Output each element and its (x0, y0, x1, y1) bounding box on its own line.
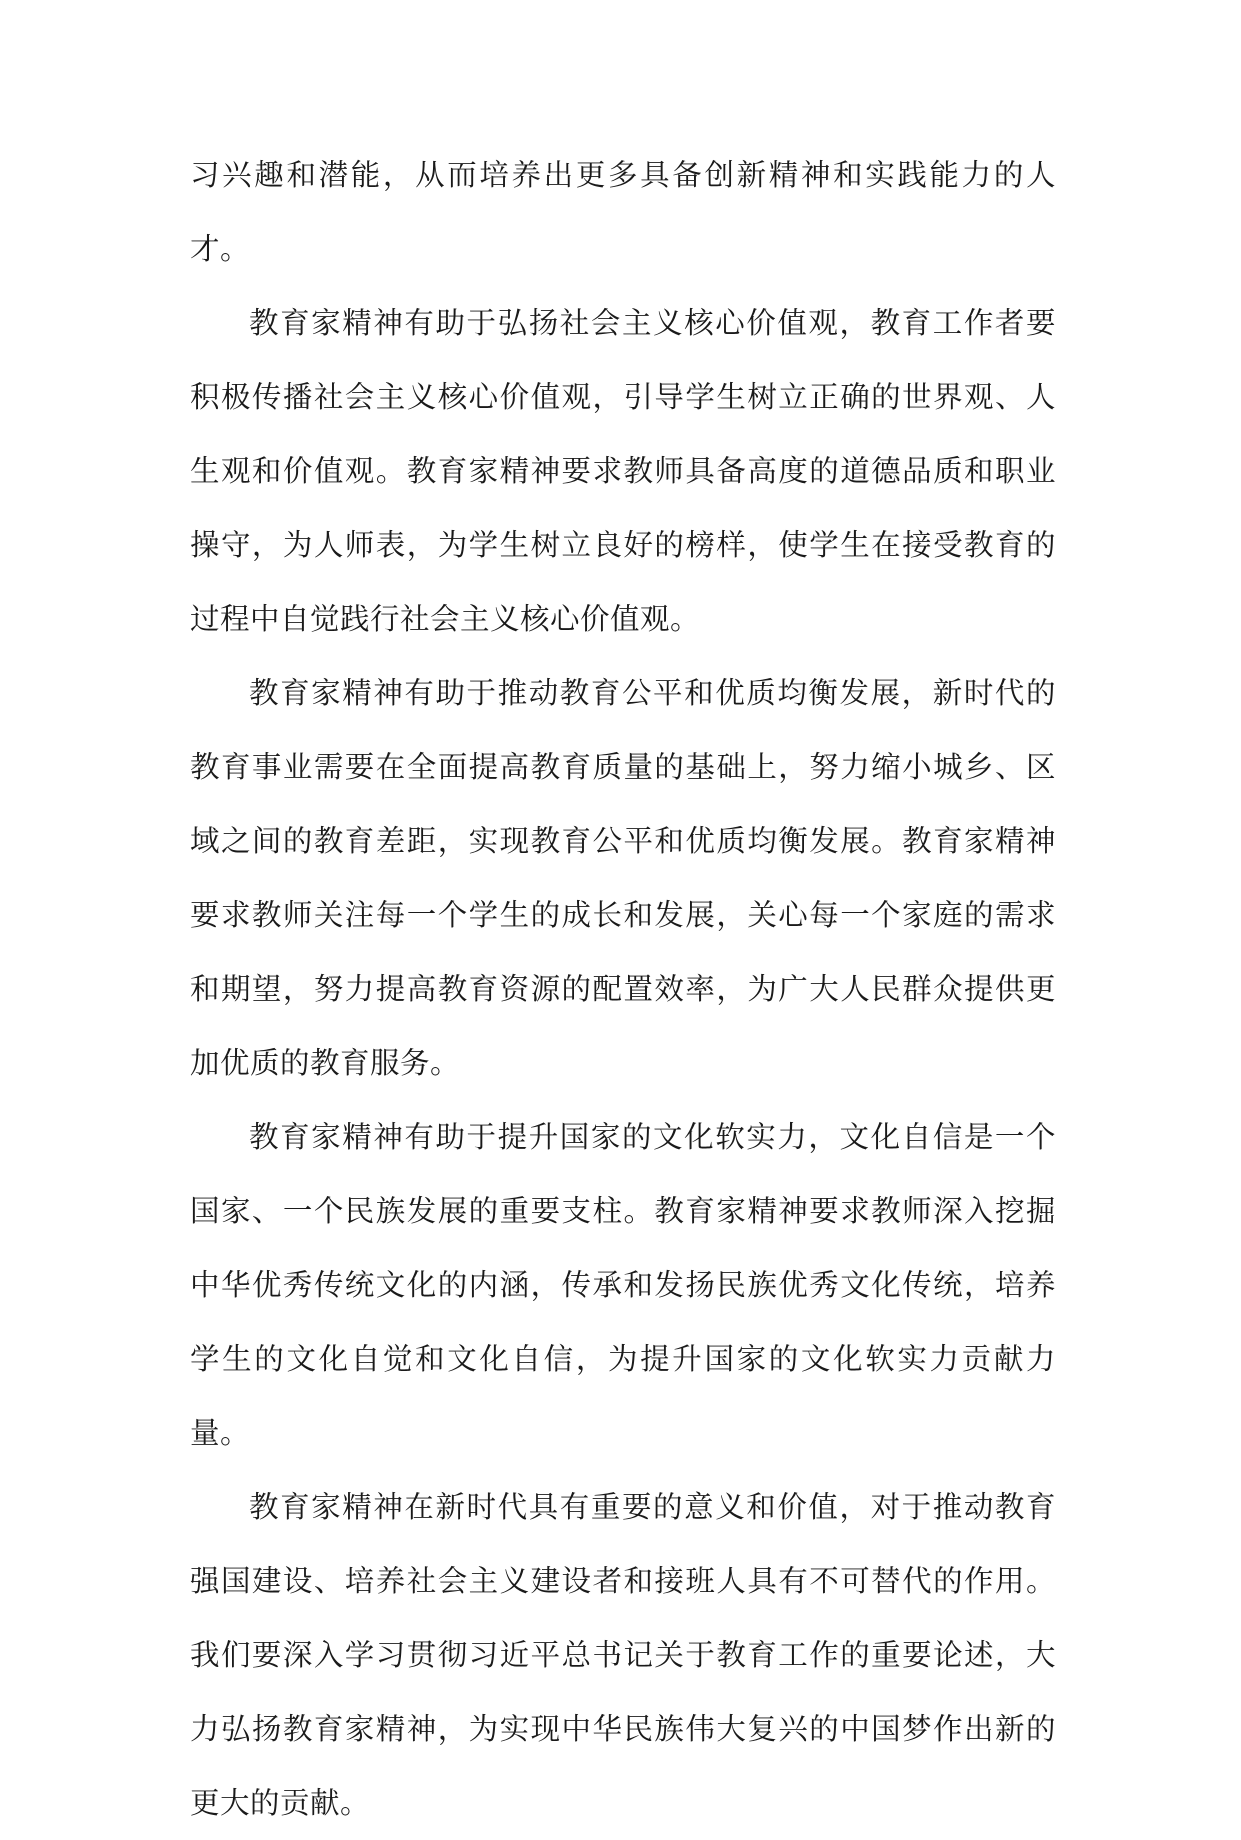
paragraph-continuation: 习兴趣和潜能，从而培养出更多具备创新精神和实践能力的人才。 (190, 158, 1056, 266)
paragraph-cultural-soft-power: 教育家精神有助于提升国家的文化软实力，文化自信是一个国家、一个民族发展的重要支柱。教育家精神要求教师深入挖掘中华优秀传统文化的内涵，传承和发扬民族优秀文化传统，培养学生的文化自觉和文化自信，为提升国家的文化软实力贡献力量。 (190, 1120, 1056, 1450)
paragraph-core-values: 教育家精神有助于弘扬社会主义核心价值观，教育工作者要积极传播社会主义核心价值观，引导学生树立正确的世界观、人生观和价值观。教育家精神要求教师具备高度的道德品质和职业操守，为人师表，为学生树立良好的榜样，使学生在接受教育的过程中自觉践行社会主义核心价值观。 (190, 306, 1056, 636)
paragraph-education-equity: 教育家精神有助于推动教育公平和优质均衡发展，新时代的教育事业需要在全面提高教育质量的基础上，努力缩小城乡、区域之间的教育差距，实现教育公平和优质均衡发展。教育家精神要求教师关注每一个学生的成长和发展，关心每一个家庭的需求和期望，努力提高教育资源的配置效率，为广大人民群众提供更加优质的教育服务。 (190, 676, 1056, 1080)
paragraph-conclusion: 教育家精神在新时代具有重要的意义和价值，对于推动教育强国建设、培养社会主义建设者和接班人具有不可替代的作用。我们要深入学习贯彻习近平总书记关于教育工作的重要论述，大力弘扬教育家精神，为实现中华民族伟大复兴的中国梦作出新的更大的贡献。 (190, 1490, 1056, 1820)
document-body (190, 138, 1056, 1840)
